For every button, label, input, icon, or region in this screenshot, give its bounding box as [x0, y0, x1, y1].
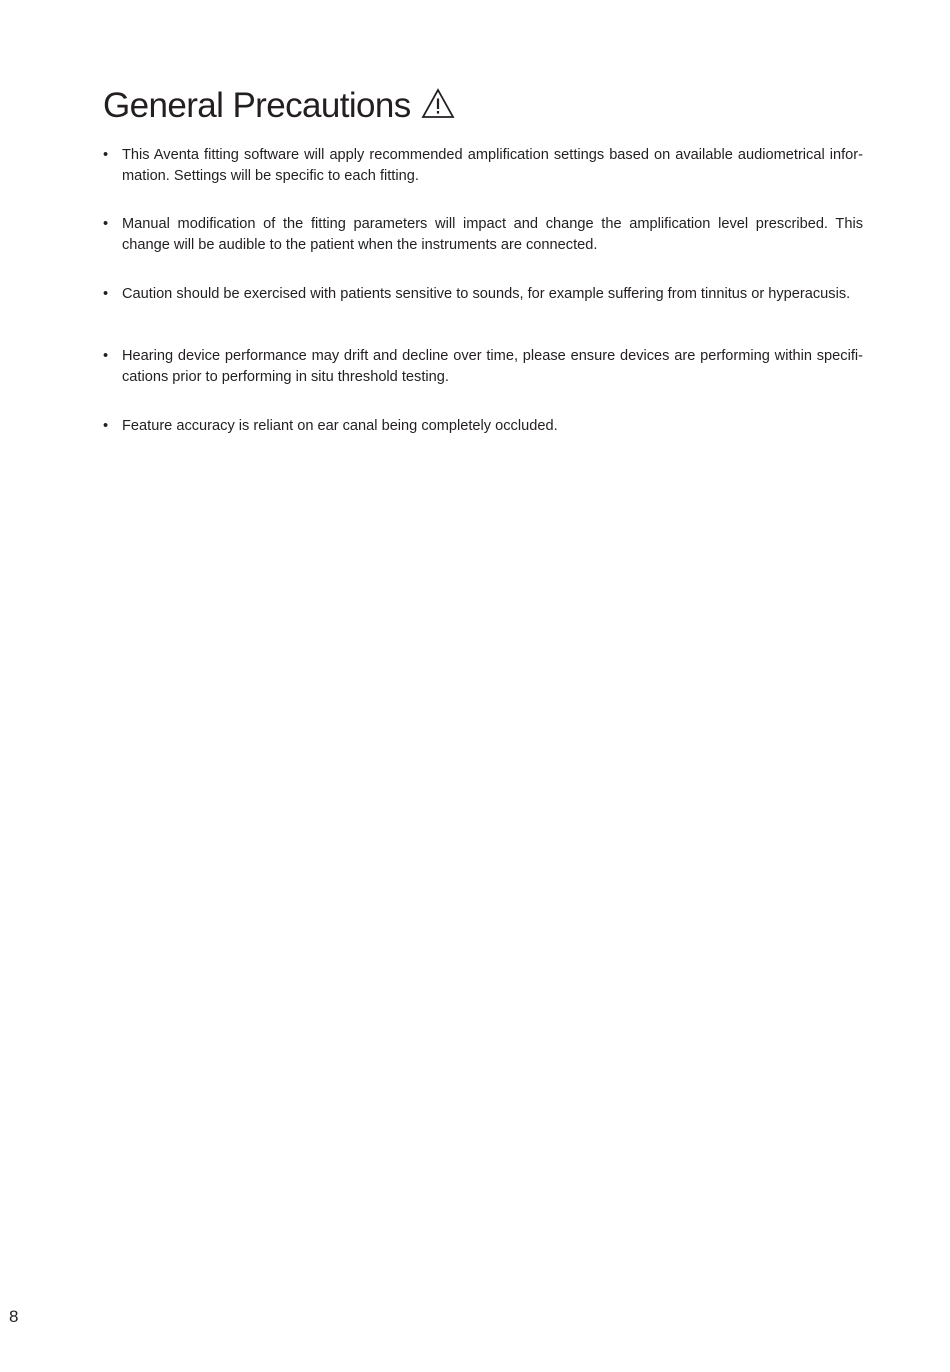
bullet-icon: • [103, 147, 109, 163]
list-item-text: This Aventa fitting software will apply recommended amplification settings based on available audiometrical infor-mation. Settings will be specific to each fitting. [122, 147, 863, 184]
list-item-text: Caution should be exercised with patients sensitive to sounds, for example suffering from tinnitus or hyperacusis. [122, 286, 851, 302]
page-title: General Precautions [103, 86, 411, 125]
list-item [103, 416, 863, 437]
list-item-text: Manual modification of the fitting parameters will impact and change the amplification level prescribed. This change will be audible to the patient when the instruments are connected. [122, 216, 863, 253]
bullet-icon: • [103, 216, 109, 232]
list-item [103, 346, 863, 387]
page-heading [103, 86, 455, 126]
page-number: 8 [9, 1307, 19, 1326]
list-item-text: Feature accuracy is reliant on ear canal being completely occluded. [122, 418, 558, 434]
list-item [103, 214, 863, 255]
bullet-icon: • [103, 286, 109, 302]
bullet-icon: • [103, 418, 109, 434]
list-item [103, 145, 863, 186]
warning-triangle-icon [421, 88, 455, 120]
list-item [103, 284, 863, 305]
bullet-icon: • [103, 348, 109, 364]
list-item-text: Hearing device performance may drift and decline over time, please ensure devices are performing within specifi-cations prior to performing in situ threshold testing. [122, 348, 863, 385]
